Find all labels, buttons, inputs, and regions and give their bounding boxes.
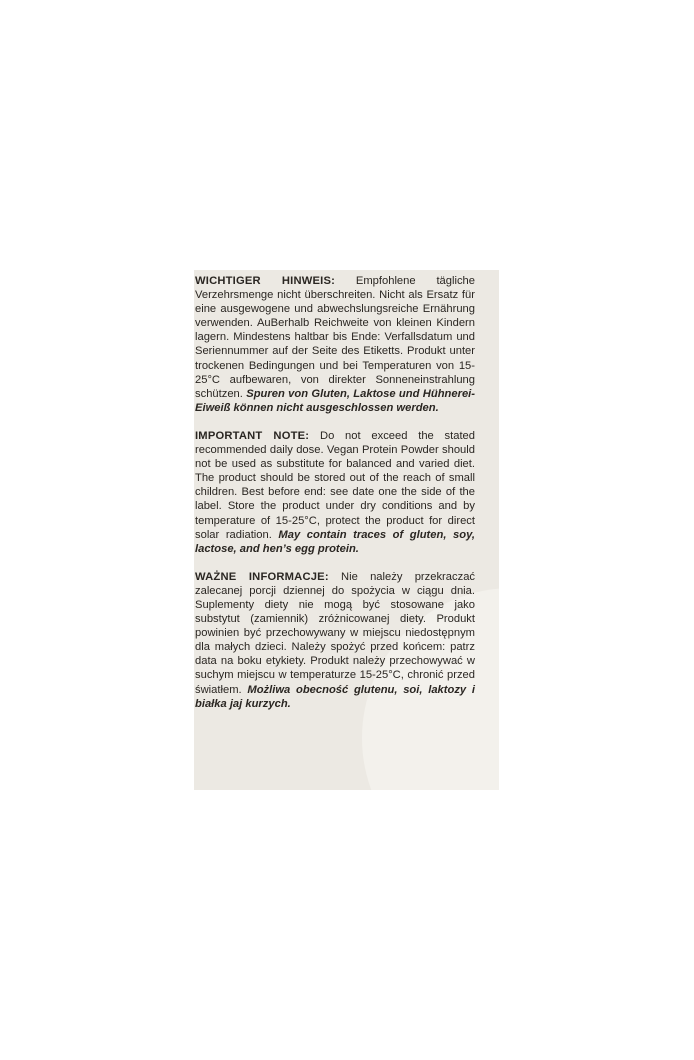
notice-heading: WICHTIGER HINWEIS: bbox=[195, 275, 336, 287]
allergen-warning: Możliwa obecność glutenu, soi, laktozy i białka jaj kurzych. bbox=[195, 683, 475, 710]
notice-polish bbox=[195, 570, 475, 711]
notice-body: Nie należy przekraczać zalecanej porcji dziennej do spożycia w ciągu dnia. Suplementy diety nie mogą być stosowane jako substytut (zamiennik) zróżnicowanej diety. Produkt powinien być przechowywany w miejscu niedostępnym dla małych dzieci. Należy spożyć przed końcem: patrz data na boku etykiety. Produkt należy przechowywać w suchym miejscu w temperaturze 15-25°C, chronić przed światłem. bbox=[195, 570, 476, 696]
label-text-block bbox=[195, 274, 475, 725]
allergen-warning: May contain traces of gluten, soy, lactose, and hen’s egg protein. bbox=[195, 528, 475, 555]
notice-german bbox=[195, 274, 475, 415]
notice-english bbox=[195, 429, 475, 556]
allergen-warning: Spuren von Gluten, Laktose und Hühnerei-Eiweiß können nicht ausgeschlossen werden. bbox=[195, 387, 475, 414]
notice-heading: WAŻNE INFORMACJE: bbox=[195, 570, 329, 583]
notice-body: Do not exceed the stated recommended daily dose. Vegan Protein Powder should not be used as substitute for balanced and varied diet. The product should be stored out of the reach of small children. Best before end: see date one the side of the label. Store the product under dry conditions and by temperature of 15-25°C, protect the product for direct solar radiation. bbox=[195, 429, 476, 541]
product-label-panel bbox=[194, 270, 499, 790]
notice-heading: IMPORTANT NOTE: bbox=[195, 429, 310, 442]
notice-body: Empfohlene tägliche Verzehrsmenge nicht überschreiten. Nicht als Ersatz für eine ausgewogene und abwechslungsreiche Ernährung verwenden. AuBerhalb Reichweite von kleinen Kindern lagern. Mindestens haltbar bis Ende: Verfallsdatum und Seriennummer auf der Seite des Etiketts. Produkt unter trockenen Bedingungen und bei Temperaturen von 15-25°C aufbewaren, von direkter Sonneneinstrahlung schützen. bbox=[195, 275, 475, 400]
